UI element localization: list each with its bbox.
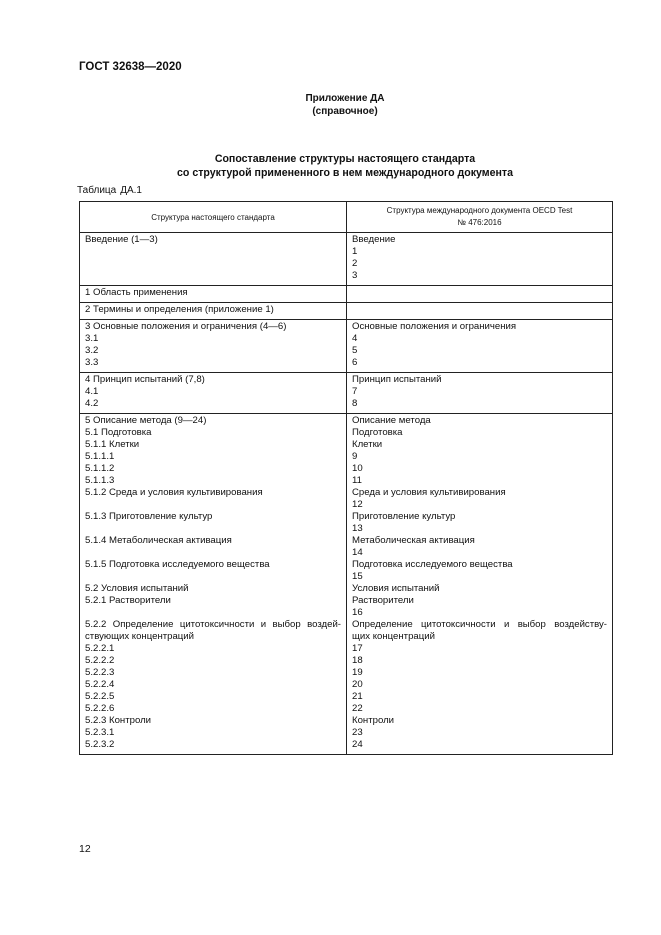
column-header-right-line-2: № 476:2016: [457, 218, 502, 227]
cell-line: Описание метода: [352, 415, 431, 426]
cell-line: Метаболическая активация: [352, 535, 475, 546]
cell-oecd-structure: [347, 414, 612, 754]
table-row: [80, 413, 612, 754]
table-caption-number: ДА.1: [120, 185, 142, 196]
column-header-left-text: Структура настоящего стандарта: [151, 212, 275, 222]
cell-line: Условия испытаний: [352, 583, 440, 594]
cell-line: Принцип испытаний: [352, 374, 442, 385]
annex-title: Приложение ДА: [305, 93, 385, 104]
table-header-row: [80, 202, 612, 233]
table-row: [80, 302, 612, 319]
cell-line: 6: [352, 357, 358, 368]
cell-line: 5.2.2.5: [85, 691, 115, 702]
cell-line: 10: [352, 463, 363, 474]
cell-line: 2 Термины и определения (приложение 1): [85, 304, 274, 315]
cell-line: 5.2.2 Определение цитотоксичности и выбор воздей-: [85, 619, 341, 630]
cell-line: 5.2.3 Контроли: [85, 715, 152, 726]
cell-line: 5.2.1 Растворители: [85, 595, 171, 606]
cell-line: Среда и условия культивирования: [352, 487, 506, 498]
cell-line: 5.2.2.3: [85, 667, 115, 678]
cell-line: 5.1 Подготовка: [85, 427, 152, 438]
cell-line: [85, 571, 341, 583]
cell-line: Контроли: [352, 715, 395, 726]
annex-note: (справочное): [312, 106, 378, 117]
cell-standard-structure: [80, 233, 347, 285]
cell-line: 5.1.1.2: [85, 463, 115, 474]
cell-line: 24: [352, 739, 363, 750]
cell-line: 14: [352, 547, 363, 558]
cell-line: 5.2.3.2: [85, 739, 115, 750]
cell-line: 16: [352, 607, 363, 618]
cell-line: 12: [352, 499, 363, 510]
cell-line: 5: [352, 345, 358, 356]
cell-line: [85, 523, 341, 535]
cell-line: 3: [352, 270, 358, 281]
cell-line: [352, 287, 607, 299]
cell-line: [85, 547, 341, 559]
cell-line: Подготовка: [352, 427, 403, 438]
cell-line: 5.2 Условия испытаний: [85, 583, 189, 594]
cell-line: 20: [352, 679, 363, 690]
cell-standard-structure: [80, 303, 347, 319]
cell-line: 5.2.3.1: [85, 727, 115, 738]
cell-standard-structure: [80, 414, 347, 754]
cell-line: 5.1.4 Метаболическая активация: [85, 535, 232, 546]
cell-line: Растворители: [352, 595, 414, 606]
cell-line: 5.1.2 Среда и условия культивирования: [85, 487, 263, 498]
cell-line: [352, 304, 607, 316]
cell-line: Приготовление культур: [352, 511, 456, 522]
cell-oecd-structure: [347, 303, 612, 319]
cell-line: 9: [352, 451, 358, 462]
cell-line: 23: [352, 727, 363, 738]
cell-line: 5.2.2.6: [85, 703, 115, 714]
cell-line: 5.1.5 Подготовка исследуемого вещества: [85, 559, 270, 570]
column-header-right-line-1: Структура международного документа OECD Test: [386, 206, 573, 215]
cell-line: Клетки: [352, 439, 383, 450]
cell-standard-structure: [80, 286, 347, 302]
cell-line: [85, 246, 341, 258]
cell-line: 5.1.1 Клетки: [85, 439, 140, 450]
comparison-table: [79, 201, 613, 755]
cell-line: 1: [352, 246, 358, 257]
cell-line: 18: [352, 655, 363, 666]
page-number: 12: [79, 843, 91, 855]
table-row: [80, 285, 612, 302]
cell-line: Введение: [352, 234, 396, 245]
cell-line: 4 Принцип испытаний (7,8): [85, 374, 205, 385]
cell-line: 3.2: [85, 345, 99, 356]
cell-oecd-structure: [347, 320, 612, 372]
cell-line: 7: [352, 386, 358, 397]
cell-line: 5.2.2.2: [85, 655, 115, 666]
table-row: [80, 233, 612, 285]
cell-line: Определение цитотоксичности и выбор воздейству-: [352, 619, 607, 630]
cell-line: 17: [352, 643, 363, 654]
cell-line: 15: [352, 571, 363, 582]
cell-line: 22: [352, 703, 363, 714]
cell-line: 19: [352, 667, 363, 678]
cell-line: 4.1: [85, 386, 99, 397]
section-title-line-1: Сопоставление структуры настоящего стандарта: [214, 153, 476, 165]
cell-line: 21: [352, 691, 363, 702]
cell-line: 3 Основные положения и ограничения (4—6): [85, 321, 287, 332]
cell-line: 4.2: [85, 398, 99, 409]
cell-line: Подготовка исследуемого вещества: [352, 559, 513, 570]
cell-oecd-structure: [347, 233, 612, 285]
cell-oecd-structure: [347, 373, 612, 413]
table-caption: [77, 185, 142, 196]
cell-line: 5.2.2.4: [85, 679, 115, 690]
cell-line: 5.1.3 Приготовление культур: [85, 511, 213, 522]
cell-line: 13: [352, 523, 363, 534]
cell-line: 5.1.1.3: [85, 475, 115, 486]
cell-line: 3.1: [85, 333, 99, 344]
cell-line: 4: [352, 333, 358, 344]
cell-line: 1 Область применения: [85, 287, 188, 298]
cell-line: 11: [352, 475, 362, 486]
document-code: ГОСТ 32638—2020: [79, 61, 182, 73]
cell-line: [85, 258, 341, 270]
column-header-left: [80, 202, 347, 232]
cell-oecd-structure: [347, 286, 612, 302]
cell-line: [85, 607, 341, 619]
cell-line: 5 Описание метода (9—24): [85, 415, 207, 426]
cell-line: 3.3: [85, 357, 99, 368]
cell-line: ствующих концентраций: [85, 631, 195, 642]
cell-standard-structure: [80, 320, 347, 372]
section-title-line-2: со структурой примененного в нем международного документа: [177, 167, 513, 179]
cell-line: Введение (1—3): [85, 234, 158, 245]
cell-line: 2: [352, 258, 358, 269]
column-header-right: [347, 202, 612, 232]
cell-line: 8: [352, 398, 358, 409]
cell-line: 5.1.1.1: [85, 451, 115, 462]
cell-line: щих концентраций: [352, 631, 435, 642]
table-row: [80, 372, 612, 413]
cell-line: Основные положения и ограничения: [352, 321, 517, 332]
cell-line: 5.2.2.1: [85, 643, 115, 654]
cell-line: [85, 270, 341, 282]
cell-standard-structure: [80, 373, 347, 413]
table-caption-word: Таблица: [77, 185, 117, 196]
cell-line: [85, 499, 341, 511]
table-row: [80, 319, 612, 372]
table-body: [80, 233, 612, 754]
